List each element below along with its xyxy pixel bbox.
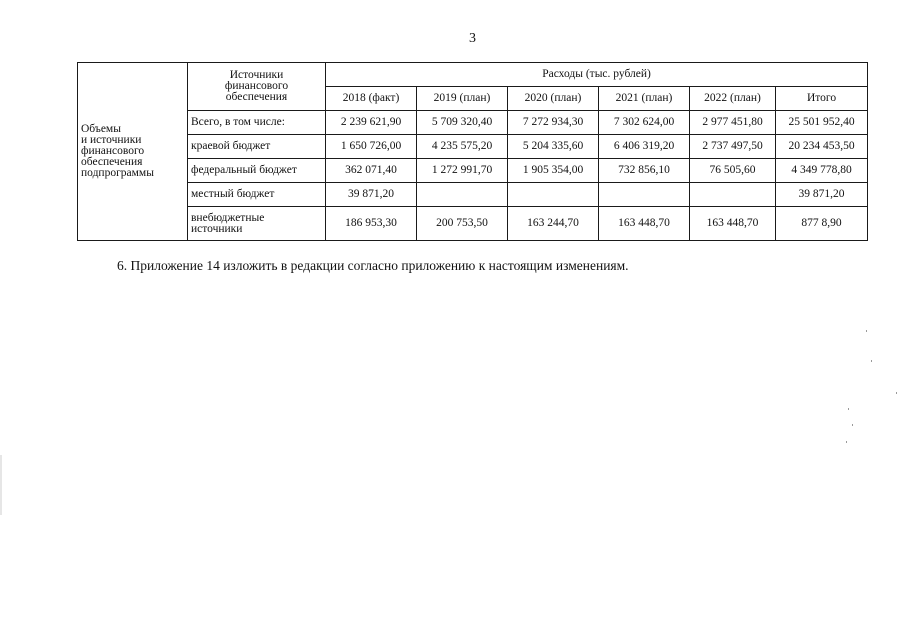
expenses-header: Расходы (тыс. рублей) [326,63,868,87]
scan-speck [846,441,847,443]
value-cell: 200 753,50 [417,207,508,241]
value-cell: 2 239 621,90 [326,111,417,135]
source-cell: федеральный бюджет [188,159,326,183]
value-cell: 163 244,70 [508,207,599,241]
table-row [78,159,868,183]
financing-table [77,62,868,241]
header-row-1 [78,63,868,87]
value-cell [508,183,599,207]
value-cell: 732 856,10 [599,159,690,183]
source-cell: Всего, в том числе: [188,111,326,135]
value-cell: 20 234 453,50 [776,135,868,159]
total-header: Итого [776,87,868,111]
value-cell: 4 349 778,80 [776,159,868,183]
subprogram-funding-label: Объемы и источники финансового обеспечения подпрограммы [78,63,188,241]
value-cell: 877 8,90 [776,207,868,241]
year-header: 2019 (план) [417,87,508,111]
scan-speck [866,330,867,332]
value-cell: 6 406 319,20 [599,135,690,159]
scan-speck [852,424,853,426]
value-cell: 39 871,20 [776,183,868,207]
source-cell: краевой бюджет [188,135,326,159]
year-header: 2022 (план) [690,87,776,111]
source-cell: местный бюджет [188,183,326,207]
value-cell: 76 505,60 [690,159,776,183]
value-cell: 7 302 624,00 [599,111,690,135]
scan-speck [848,408,849,410]
value-cell: 163 448,70 [599,207,690,241]
value-cell [599,183,690,207]
year-header: 2020 (план) [508,87,599,111]
value-cell: 2 977 451,80 [690,111,776,135]
year-header: 2021 (план) [599,87,690,111]
scan-speck [896,392,897,394]
page-number: 3 [469,31,476,46]
scan-speck [871,360,872,362]
value-cell: 1 272 991,70 [417,159,508,183]
value-cell: 163 448,70 [690,207,776,241]
table-row [78,135,868,159]
source-cell: внебюджетные источники [188,207,326,241]
value-cell: 4 235 575,20 [417,135,508,159]
value-cell: 186 953,30 [326,207,417,241]
table-row [78,183,868,207]
amendment-note: 6. Приложение 14 изложить в редакции согласно приложению к настоящим изменениям. [117,258,629,273]
value-cell [417,183,508,207]
value-cell: 5 709 320,40 [417,111,508,135]
value-cell [690,183,776,207]
source-column-header: Источники финансового обеспечения [188,63,326,111]
value-cell: 25 501 952,40 [776,111,868,135]
value-cell: 1 905 354,00 [508,159,599,183]
value-cell: 39 871,20 [326,183,417,207]
value-cell: 2 737 497,50 [690,135,776,159]
value-cell: 362 071,40 [326,159,417,183]
value-cell: 1 650 726,00 [326,135,417,159]
value-cell: 7 272 934,30 [508,111,599,135]
scan-edge-mark [0,455,2,515]
table-row [78,207,868,241]
year-header: 2018 (факт) [326,87,417,111]
value-cell: 5 204 335,60 [508,135,599,159]
table-row [78,111,868,135]
